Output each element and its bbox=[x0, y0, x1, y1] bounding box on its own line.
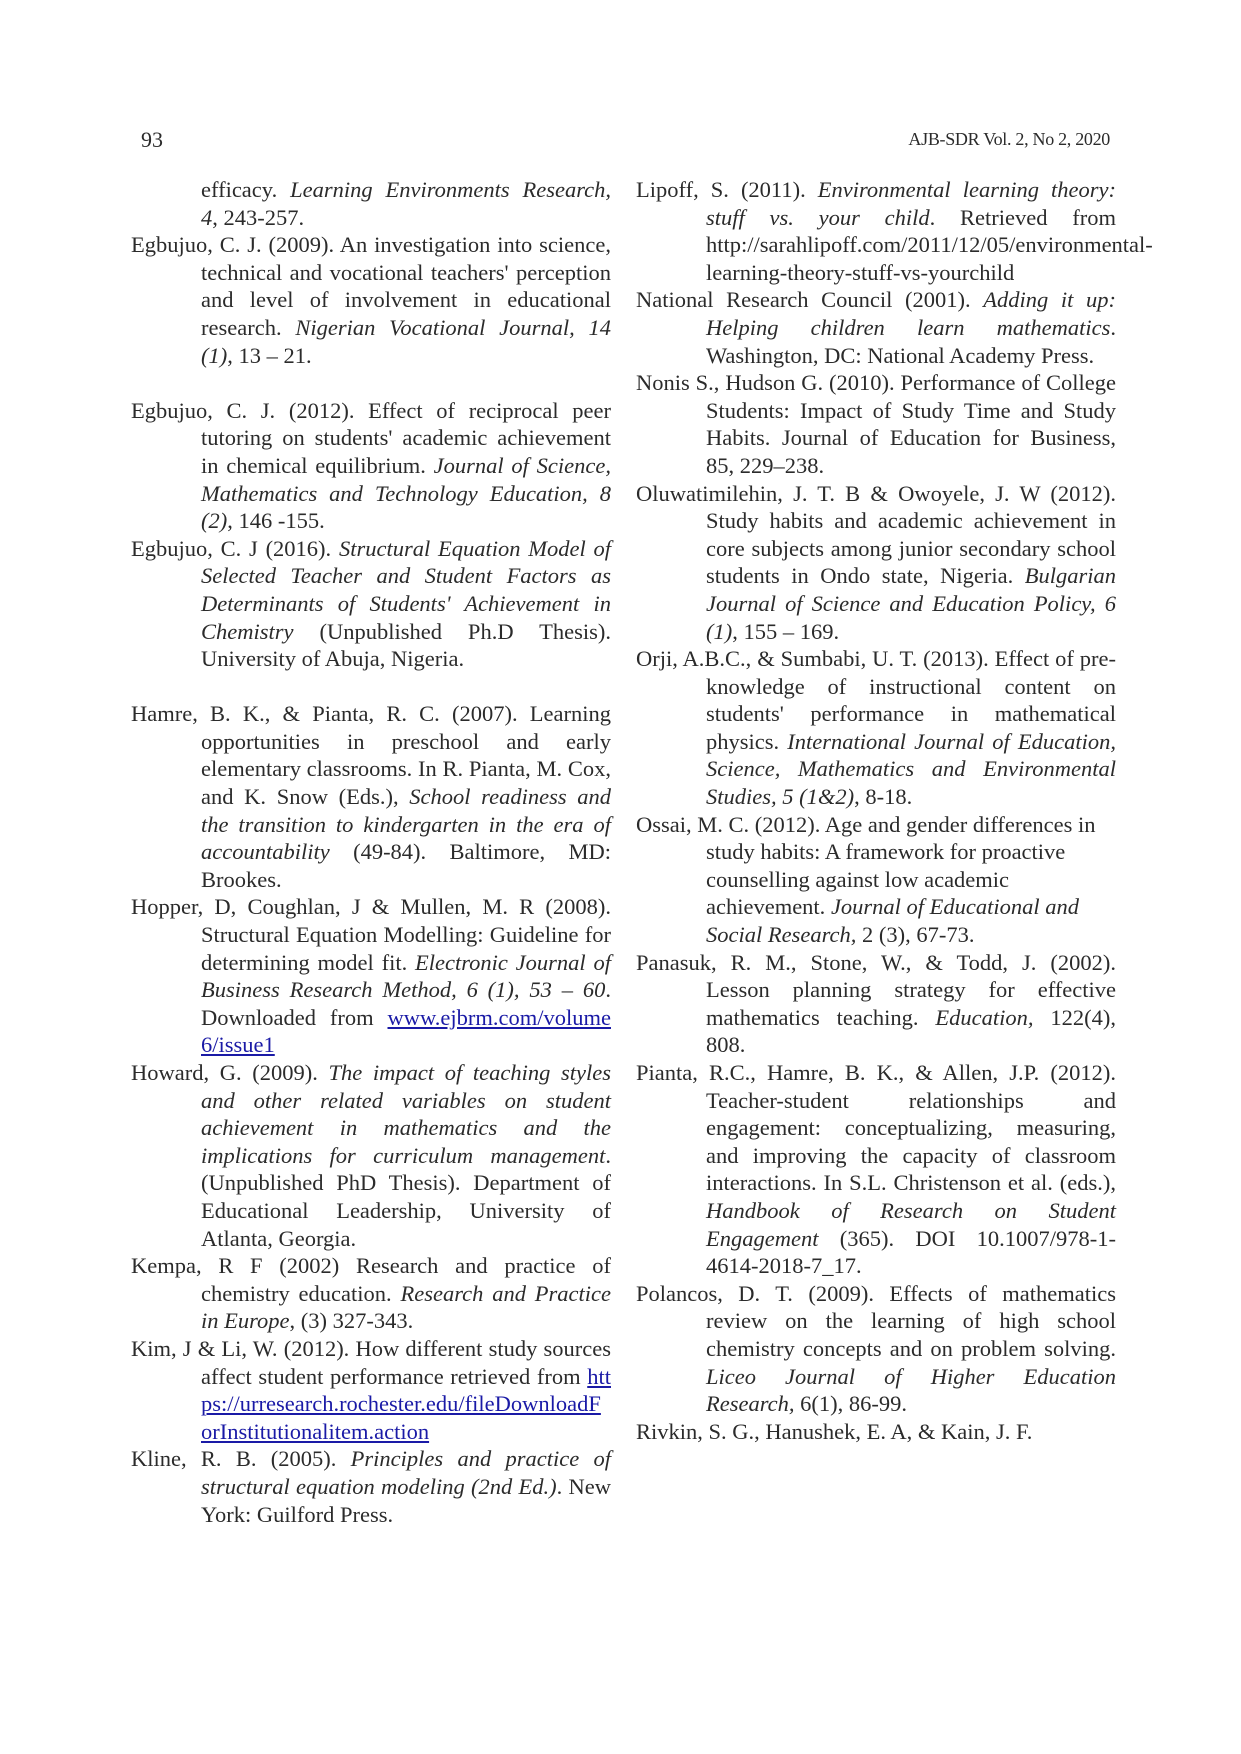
reference-italic-text: Environmental learning theory: stuff vs. your child bbox=[706, 177, 1116, 230]
reference-text: , 8-18. bbox=[854, 784, 913, 810]
reference-italic-text: Adding it up: Helping children learn mathematics bbox=[706, 287, 1116, 340]
reference-italic-text: Journal of Educational and Social Research, bbox=[706, 894, 1080, 948]
reference-entry bbox=[636, 286, 1116, 369]
reference-text: Ossai, M. C. (2012). Age and gender differences in study habits: A framework for proactive counselling against low academic achievement. bbox=[636, 811, 1096, 920]
reference-text: Egbujuo, C. J. (2012). Effect of reciprocal peer tutoring on students' academic achievement in chemical equilibrium. bbox=[131, 397, 611, 478]
reference-italic-text: Liceo Journal of Higher Education Research, bbox=[706, 1363, 1116, 1417]
reference-text: , 13 – 21. bbox=[227, 342, 312, 368]
reference-italic-text: Bulgarian Journal of Science and Education Policy, 6 (1) bbox=[706, 563, 1116, 644]
reference-entry bbox=[131, 1059, 611, 1252]
reference-entry bbox=[131, 535, 611, 673]
reference-entry bbox=[636, 480, 1116, 646]
reference-text: Egbujuo, C. J (2016). bbox=[131, 535, 339, 561]
reference-text: , 243-257. bbox=[212, 204, 305, 230]
reference-text: Pianta, R.C., Hamre, B. K., & Allen, J.P. (2012). Teacher-student relationships and engagement: conceptualizing, measuring, and improving the capacity of classroom interactions. In S.L. Christenson et al. (eds.), bbox=[636, 1060, 1116, 1196]
references-right-column bbox=[636, 176, 1153, 1445]
reference-text: Lipoff, S. (2011). bbox=[636, 177, 818, 202]
reference-text: Hopper, D, Coughlan, J & Mullen, M. R (2008). Structural Equation Modelling: Guideline for determining model fit. bbox=[131, 894, 611, 975]
reference-italic-text: The impact of teaching styles and other related variables on student achievement in mathematics and the implications for curriculum management bbox=[201, 1060, 611, 1168]
reference-text: Polancos, D. T. (2009). Effects of mathematics review on the learning of high school chemistry concepts and on problem solving. bbox=[636, 1280, 1116, 1361]
reference-text: Kempa, R F (2002) Research and practice of chemistry education. bbox=[131, 1253, 611, 1306]
reference-link[interactable]: www.ejbrm.com/volume6/issue1 bbox=[201, 1004, 611, 1058]
references-left-column bbox=[131, 176, 611, 1528]
reference-continuation bbox=[131, 176, 611, 231]
reference-entry bbox=[636, 369, 1116, 479]
reference-text: Howard, G. (2009). bbox=[131, 1060, 329, 1085]
reference-entry bbox=[131, 231, 611, 369]
reference-text: 2 (3), 67-73. bbox=[856, 922, 975, 948]
spacer bbox=[131, 369, 611, 397]
reference-text: Rivkin, S. G., Hanushek, E. A, & Kain, J. F. bbox=[636, 1418, 1033, 1444]
reference-entry bbox=[636, 176, 1153, 286]
reference-text: . Washington, DC: National Academy Press. bbox=[706, 314, 1116, 368]
reference-text: efficacy. bbox=[201, 177, 291, 202]
reference-italic-text: Structural Equation Model of Selected Teacher and Student Factors as Determinants of Students' Achievement in Chemistry bbox=[201, 535, 611, 644]
reference-italic-text: Principles and practice of structural equation modeling (2nd Ed.) bbox=[201, 1446, 612, 1499]
page-number: 93 bbox=[141, 127, 163, 152]
reference-text: Egbujuo, C. J. (2009). An investigation into science, technical and vocational teachers' perception and level of involvement in educational research. bbox=[131, 232, 611, 340]
reference-italic-text: Research and Practice in Europe bbox=[201, 1280, 611, 1334]
reference-entry bbox=[131, 1445, 611, 1528]
reference-text: Oluwatimilehin, J. T. B & Owoyele, J. W (2012). Study habits and academic achievement in core subjects among junior secondary school students in Ondo state, Nigeria. bbox=[636, 480, 1116, 589]
reference-italic-text: Education, bbox=[935, 1004, 1034, 1030]
reference-entry bbox=[131, 700, 611, 893]
reference-entry bbox=[636, 1280, 1116, 1418]
reference-entry bbox=[131, 397, 611, 535]
reference-text: , 155 – 169. bbox=[732, 618, 840, 644]
reference-italic-text: Nigerian Vocational Journal, 14 (1) bbox=[201, 314, 611, 368]
reference-italic-text: Learning Environments Research, 4 bbox=[201, 177, 611, 230]
reference-text: Kim, J & Li, W. (2012). How different study sources affect student performance retrieved from bbox=[131, 1335, 611, 1389]
reference-text: Hamre, B. K., & Pianta, R. C. (2007). Learning opportunities in preschool and early elementary classrooms. In R. Pianta, M. Cox, and K. Snow (Eds.), bbox=[131, 701, 611, 810]
reference-entry bbox=[636, 645, 1116, 811]
reference-italic-text: International Journal of Education, Science, Mathematics and Environmental Studies, 5 (1&2) bbox=[706, 728, 1117, 810]
reference-text: 6(1), 86-99. bbox=[794, 1391, 907, 1417]
reference-text: (Unpublished Ph.D Thesis). University of Abuja, Nigeria. bbox=[201, 618, 611, 672]
reference-text: Kline, R. B. (2005). bbox=[131, 1446, 351, 1472]
reference-link[interactable]: https://urresearch.rochester.edu/fileDownloadForInstitutionalitem.action bbox=[201, 1363, 611, 1444]
reference-text: , 146 -155. bbox=[227, 508, 325, 534]
reference-text: (49-84). Baltimore, MD: Brookes. bbox=[201, 839, 611, 892]
reference-text: 122(4), 808. bbox=[706, 1004, 1116, 1058]
reference-entry bbox=[636, 949, 1116, 1059]
reference-text: National Research Council (2001). bbox=[636, 287, 984, 313]
reference-entry bbox=[131, 1252, 611, 1335]
reference-italic-text: Electronic Journal of Business Research Method, 6 (1), 53 – 60 bbox=[201, 949, 611, 1003]
journal-running-head: AJB-SDR Vol. 2, No 2, 2020 bbox=[908, 129, 1110, 149]
reference-text: Panasuk, R. M., Stone, W., & Todd, J. (2002). Lesson planning strategy for effective mathematics teaching. bbox=[636, 949, 1116, 1030]
reference-entry bbox=[131, 1335, 611, 1445]
reference-text: Orji, A.B.C., & Sumbabi, U. T. (2013). Effect of pre-knowledge of instructional content on students' performance in mathematical physics. bbox=[636, 646, 1116, 754]
reference-entry bbox=[636, 1418, 1116, 1446]
reference-italic-text: School readiness and the transition to kindergarten in the era of accountability bbox=[201, 784, 611, 865]
reference-entry bbox=[636, 1059, 1116, 1280]
reference-text: . New York: Guilford Press. bbox=[201, 1473, 612, 1527]
reference-entry bbox=[636, 811, 1116, 949]
reference-text: Nonis S., Hudson G. (2010). Performance of College Students: Impact of Study Time and Study Habits. Journal of Education for Business, 85, 229–238. bbox=[636, 370, 1116, 478]
reference-italic-text: Journal of Science, Mathematics and Technology Education, 8 (2) bbox=[201, 452, 612, 534]
reference-text: (365). DOI 10.1007/978-1-4614-2018-7_17. bbox=[706, 1225, 1116, 1279]
reference-text: . Downloaded from bbox=[201, 977, 611, 1030]
spacer bbox=[131, 673, 611, 701]
reference-text: , (3) 327-343. bbox=[289, 1308, 414, 1334]
reference-text: . Retrieved from http://sarahlipoff.com/2011/12/05/environmental-learning-theory-stuff-vs-yourchild bbox=[706, 204, 1153, 285]
reference-entry bbox=[131, 893, 611, 1059]
reference-italic-text: Handbook of Research on Student Engagement bbox=[706, 1197, 1116, 1251]
reference-text: . (Unpublished PhD Thesis). Department of Educational Leadership, University of Atlanta, Georgia. bbox=[201, 1142, 611, 1251]
